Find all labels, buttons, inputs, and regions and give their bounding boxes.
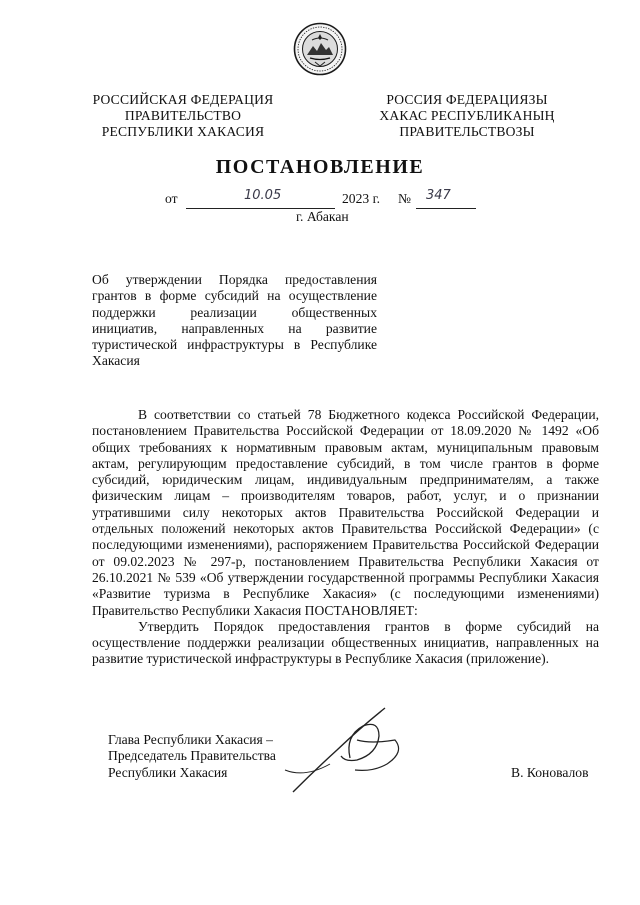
body-text xyxy=(92,407,599,668)
handwritten-signature xyxy=(275,700,410,800)
subject-text: Об утверждении Порядка предоставления грантов в форме субсидий на осуществление поддержки реализации общественных инициатив, направленных на развитие туристической инфраструктуры в Республике Хакасия xyxy=(92,272,377,369)
number-underline xyxy=(416,190,476,209)
document-title: ПОСТАНОВЛЕНИЕ xyxy=(215,156,425,178)
year-label: 2023 г. xyxy=(342,191,381,206)
body-paragraph-2: Утвердить Порядок предоставления грантов в форме субсидий на осуществление поддержки реализации общественных инициатив, направленных на развитие туристической инфраструктуры в Республике Хакасия (приложение). xyxy=(92,618,599,667)
date-prefix: от xyxy=(165,191,178,206)
subject-block xyxy=(92,272,377,370)
body-paragraph-1: В соответствии со статьей 78 Бюджетного кодекса Российской Федерации, постановлением Правительства Российской Федерации от 18.09.2020 № 1492 «Об общих требованиях к нормативным правовым актам, муниципальным правовым актам, регулирующим предоставление субсидий, в том числе грантов в форме субсидий, юридическим лицам, индивидуальным предпринимателям, а также физическим лицам – производителям товаров, работ, услуг, и о признании утратившими силу некоторых актов Правительства Российской Федерации и отдельных положений некоторых актов Правительства Российской Федерации» (с последующими изменениями), распоряжением Правительства Российской Федерации от 09.02.2023 № 297-р, постановлением Правительства Республики Хакасия от 26.10.2021 № 539 «Об утверждении государственной программы Республики Хакасия «Развитие туризма в Республике Хакасия» (с последующими изменениями) Правительство Республики Хакасия ПОСТАНОВЛЯЕТ: xyxy=(92,407,599,618)
signatory-title-line-2: Председатель Правительства xyxy=(108,748,276,764)
number-sign: № xyxy=(398,191,411,206)
city-label: г. Абакан xyxy=(296,209,349,224)
handwritten-number: 347 xyxy=(426,188,451,203)
signatory-name: В. Коновалов xyxy=(511,765,589,780)
header-right-line-3: ПРАВИТЕЛЬСТВОЗЫ xyxy=(399,124,535,139)
header-left-line-1: РОССИЙСКАЯ ФЕДЕРАЦИЯ xyxy=(92,92,274,107)
header-right-line-1: РОССИЯ ФЕДЕРАЦИЯЗЫ xyxy=(386,92,548,107)
signatory-title xyxy=(108,732,276,781)
date-underline xyxy=(186,190,335,209)
header-right xyxy=(352,92,582,140)
signatory-title-line-1: Глава Республики Хакасия – xyxy=(108,732,273,747)
header-left-line-3: РЕСПУБЛИКИ ХАКАСИЯ xyxy=(101,124,265,139)
header-left-line-2: ПРАВИТЕЛЬСТВО xyxy=(124,108,242,123)
coat-of-arms-emblem xyxy=(293,22,347,76)
header-left xyxy=(78,92,288,140)
header-right-line-2: ХАКАС РЕСПУБЛИКАНЫҢ xyxy=(379,108,555,123)
handwritten-date: 10.05 xyxy=(244,188,282,203)
signatory-title-line-3: Республики Хакасия xyxy=(108,764,228,780)
